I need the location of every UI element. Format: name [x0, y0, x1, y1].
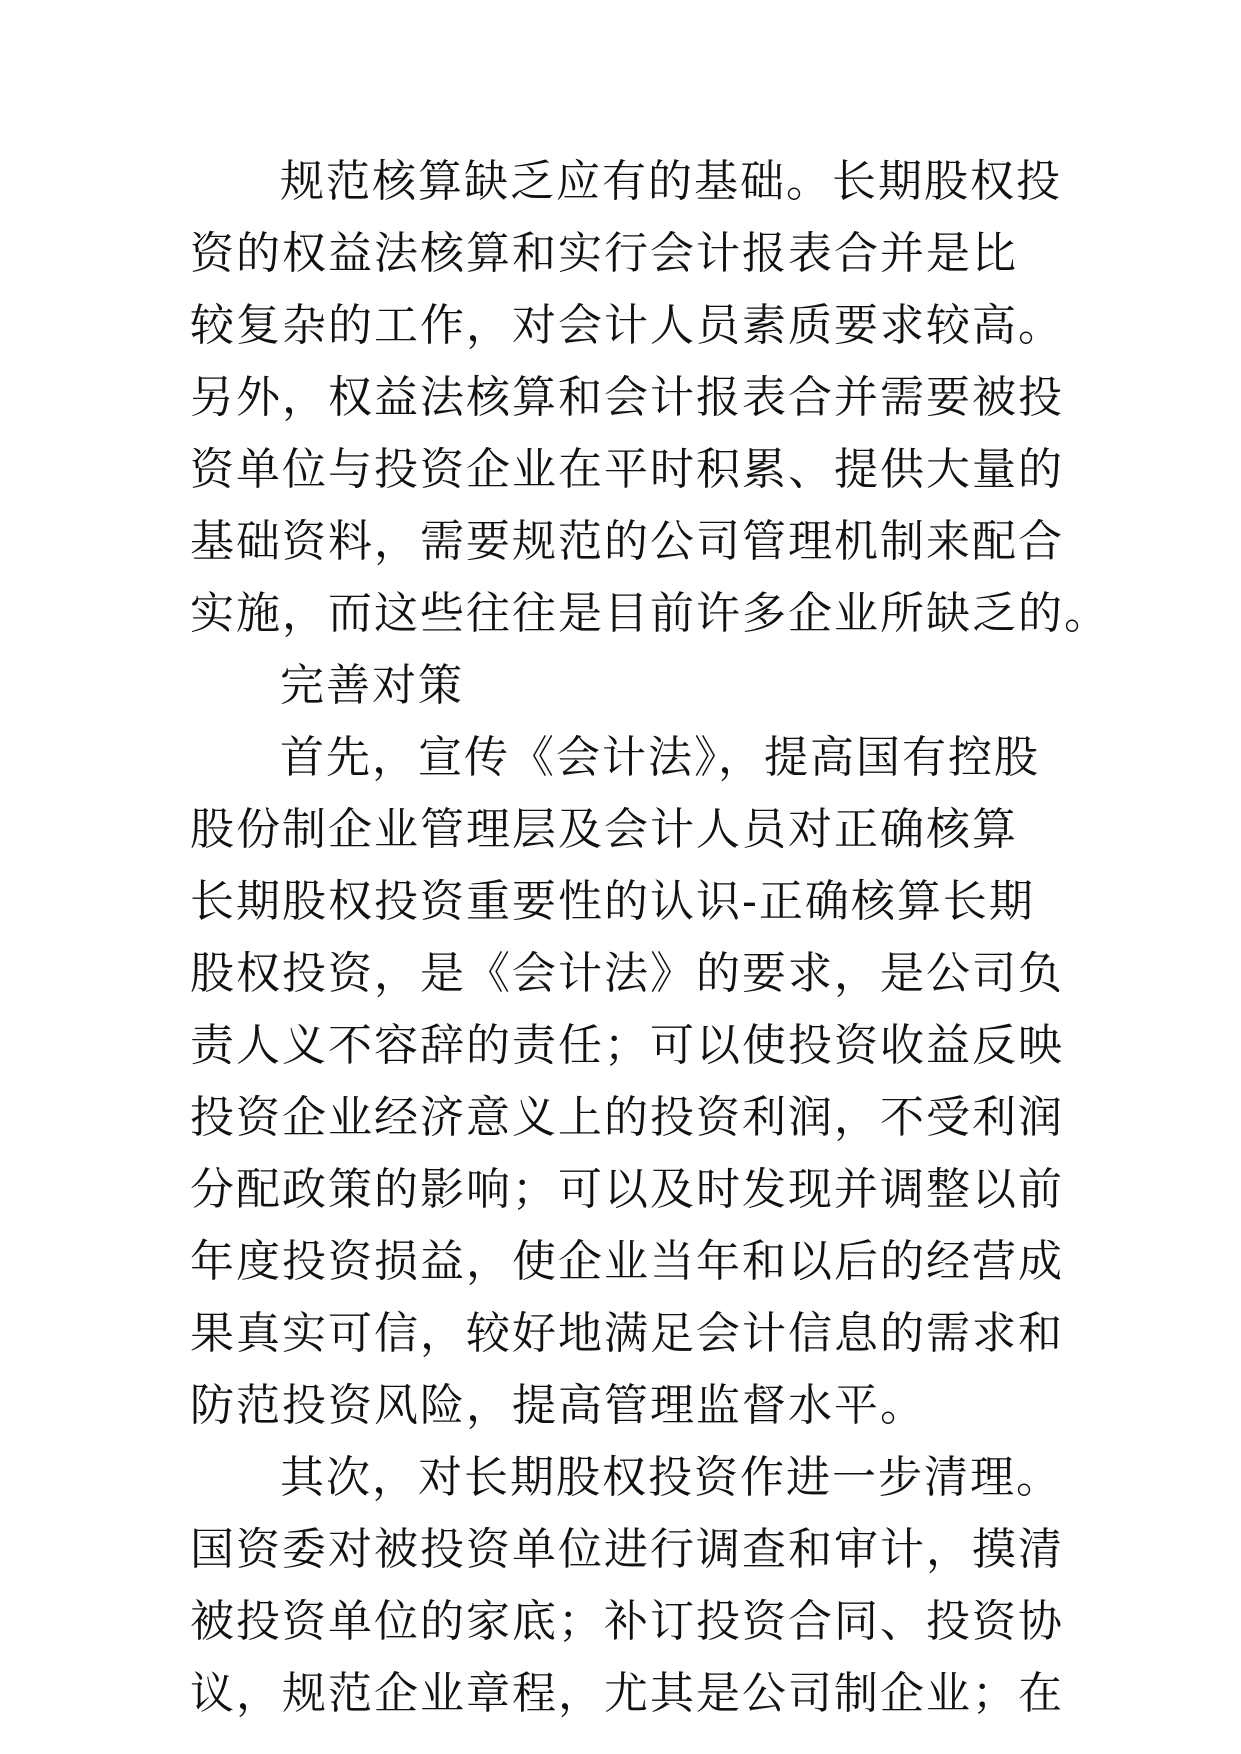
paragraph-line: 股权投资，是《会计法》的要求，是公司负: [190, 948, 1064, 999]
paragraph-line: 投资企业经济意义上的投资利润，不受利润: [190, 1092, 1064, 1143]
section-heading: 完善对策: [280, 660, 464, 711]
paragraph-line: 资的权益法核算和实行会计报表合并是比: [190, 228, 1018, 279]
paragraph-line: 责人义不容辞的责任；可以使投资收益反映: [190, 1020, 1064, 1071]
paragraph-line: 股份制企业管理层及会计人员对正确核算: [190, 804, 1018, 855]
paragraph-line: 果真实可信，较好地满足会计信息的需求和: [190, 1308, 1064, 1359]
paragraph-line: 较复杂的工作，对会计人员素质要求较高。: [190, 300, 1064, 351]
paragraph-line: 国资委对被投资单位进行调查和审计，摸清: [190, 1524, 1064, 1575]
paragraph-line: 长期股权投资重要性的认识-正确核算长期: [190, 876, 1035, 927]
paragraph-line: 其次，对长期股权投资作进一步清理。: [280, 1452, 1062, 1503]
paragraph-line: 首先，宣传《会计法》，提高国有控股: [280, 732, 1040, 783]
paragraph-line: 议，规范企业章程，尤其是公司制企业；在: [190, 1668, 1064, 1719]
paragraph-line: 防范投资风险，提高管理监督水平。: [190, 1380, 926, 1431]
paragraph-line: 基础资料，需要规范的公司管理机制来配合: [190, 516, 1064, 567]
paragraph-line: 分配政策的影响；可以及时发现并调整以前: [190, 1164, 1064, 1215]
paragraph-line: 规范核算缺乏应有的基础。长期股权投: [280, 156, 1062, 207]
paragraph-line: 资单位与投资企业在平时积累、提供大量的: [190, 444, 1064, 495]
paragraph-line: 另外，权益法核算和会计报表合并需要被投: [190, 372, 1064, 423]
paragraph-line: 实施，而这些往往是目前许多企业所缺乏的。: [190, 588, 1110, 639]
paragraph-line: 被投资单位的家底；补订投资合同、投资协: [190, 1596, 1064, 1647]
paragraph-line: 年度投资损益，使企业当年和以后的经营成: [190, 1236, 1064, 1287]
